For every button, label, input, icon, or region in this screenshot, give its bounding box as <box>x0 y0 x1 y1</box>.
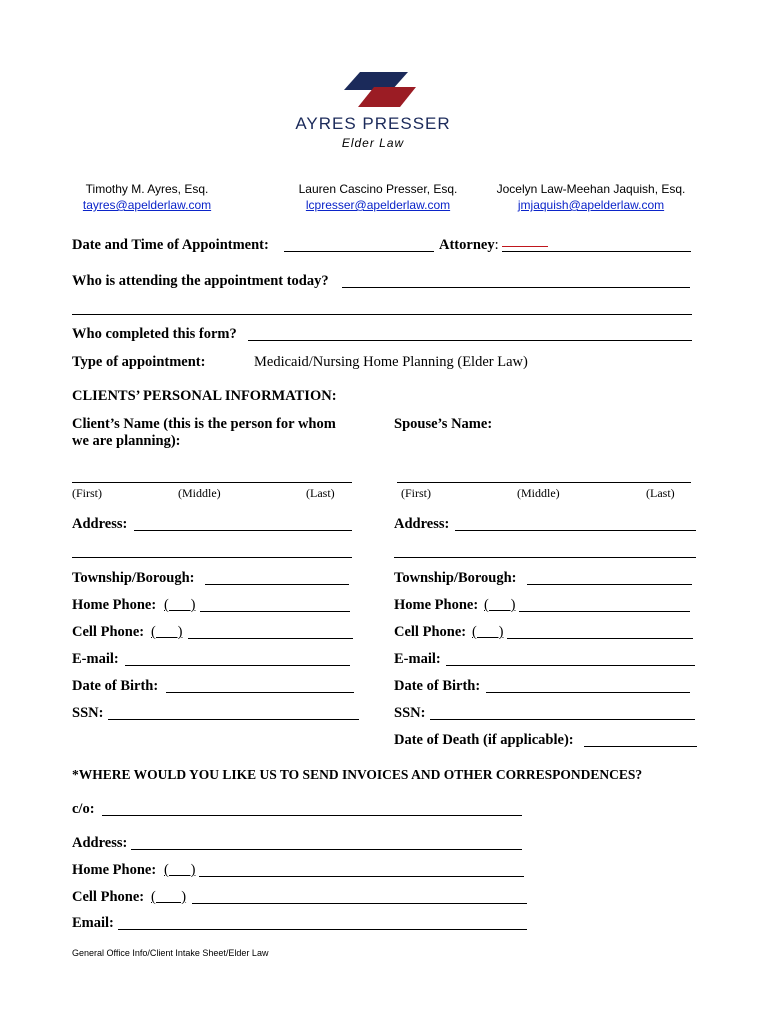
appointment-type-label: Type of appointment: <box>72 354 206 370</box>
footer-text: General Office Info/Client Intake Sheet/Elder Law <box>72 948 269 958</box>
corr-email-label: Email: <box>72 915 114 931</box>
client-township-line[interactable] <box>205 584 349 585</box>
corr-cell-phone-paren: ( ) <box>151 889 187 905</box>
client-name-label: Client’s Name (this is the person for whom we are planning): <box>72 416 336 449</box>
spouse-home-phone-paren: ( ) <box>484 597 516 613</box>
client-dob-label: Date of Birth: <box>72 678 159 694</box>
attorney-3-email[interactable]: jmjaquish@apelderlaw.com <box>517 198 665 212</box>
spouse-cell-phone-label: Cell Phone: <box>394 624 467 640</box>
spouse-email-line[interactable] <box>446 665 695 666</box>
client-address-line[interactable] <box>134 530 352 531</box>
client-last-caption: (Last) <box>306 486 335 500</box>
attorney-red-mark <box>502 246 548 247</box>
attorney-2-name: Lauren Cascino Presser, Esq. <box>298 182 458 196</box>
corr-address-label: Address: <box>72 835 128 851</box>
attorney-2-email[interactable]: lcpresser@apelderlaw.com <box>305 198 451 212</box>
client-email-label: E-mail: <box>72 651 119 667</box>
firm-name: AYRES PRESSER <box>295 114 451 133</box>
co-line[interactable] <box>102 815 522 816</box>
completed-label: Who completed this form? <box>72 326 237 342</box>
client-ssn-label: SSN: <box>72 705 104 721</box>
date-time-line[interactable] <box>284 251 434 252</box>
client-home-phone-line[interactable] <box>200 611 350 612</box>
corr-home-phone-label: Home Phone: <box>72 862 157 878</box>
date-time-label: Date and Time of Appointment: <box>72 237 269 253</box>
client-name-line[interactable] <box>72 482 352 483</box>
attorney-3 <box>496 182 686 212</box>
spouse-address-line-2[interactable] <box>394 557 696 558</box>
correspondence-title: *WHERE WOULD YOU LIKE US TO SEND INVOICES AND OTHER CORRESPONDENCES? <box>72 767 643 782</box>
logo-mark-icon <box>338 72 418 112</box>
attending-label: Who is attending the appointment today? <box>72 273 329 289</box>
spouse-address-label: Address: <box>394 516 450 532</box>
client-cell-phone-line[interactable] <box>188 638 353 639</box>
attending-line[interactable] <box>342 287 690 288</box>
attorney-3-name: Jocelyn Law-Meehan Jaquish, Esq. <box>496 182 686 196</box>
client-home-phone-paren: ( ) <box>164 597 196 613</box>
spouse-name-label: Spouse’s Name: <box>394 416 493 432</box>
corr-email-line[interactable] <box>118 929 527 930</box>
corr-address-line[interactable] <box>131 849 522 850</box>
spouse-home-phone-label: Home Phone: <box>394 597 479 613</box>
attending-line-2[interactable] <box>72 314 692 315</box>
attorney-2 <box>288 182 468 212</box>
client-ssn-line[interactable] <box>108 719 359 720</box>
completed-line[interactable] <box>248 340 692 341</box>
attorney-label: Attorney: <box>439 237 499 253</box>
spouse-dob-line[interactable] <box>486 692 690 693</box>
corr-cell-phone-label: Cell Phone: <box>72 889 145 905</box>
spouse-middle-caption: (Middle) <box>517 486 560 500</box>
spouse-ssn-label: SSN: <box>394 705 426 721</box>
client-township-label: Township/Borough: <box>72 570 195 586</box>
spouse-cell-phone-paren: ( ) <box>472 624 504 640</box>
spouse-dob-label: Date of Birth: <box>394 678 481 694</box>
client-address-line-2[interactable] <box>72 557 352 558</box>
spouse-address-line[interactable] <box>455 530 696 531</box>
spouse-first-caption: (First) <box>401 486 431 500</box>
client-first-caption: (First) <box>72 486 102 500</box>
client-dob-line[interactable] <box>166 692 354 693</box>
client-email-line[interactable] <box>125 665 350 666</box>
appointment-type-value: Medicaid/Nursing Home Planning (Elder Law) <box>254 354 528 370</box>
firm-logo <box>292 72 454 156</box>
spouse-township-label: Township/Borough: <box>394 570 517 586</box>
spouse-dod-line[interactable] <box>584 746 697 747</box>
client-cell-phone-label: Cell Phone: <box>72 624 145 640</box>
co-label: c/o: <box>72 801 95 817</box>
spouse-home-phone-line[interactable] <box>519 611 690 612</box>
client-home-phone-label: Home Phone: <box>72 597 157 613</box>
corr-home-phone-line[interactable] <box>199 876 524 877</box>
spouse-email-label: E-mail: <box>394 651 441 667</box>
client-cell-phone-paren: ( ) <box>151 624 183 640</box>
corr-cell-phone-line[interactable] <box>192 903 527 904</box>
attorney-1 <box>62 182 232 212</box>
attorney-1-email[interactable]: tayres@apelderlaw.com <box>82 198 212 212</box>
spouse-ssn-line[interactable] <box>430 719 695 720</box>
spouse-last-caption: (Last) <box>646 486 675 500</box>
spouse-name-line[interactable] <box>397 482 691 483</box>
attorney-1-name: Timothy M. Ayres, Esq. <box>85 182 209 196</box>
client-middle-caption: (Middle) <box>178 486 221 500</box>
attorney-line[interactable] <box>502 251 691 252</box>
firm-tagline: Elder Law <box>341 136 405 150</box>
spouse-township-line[interactable] <box>527 584 692 585</box>
client-address-label: Address: <box>72 516 128 532</box>
spouse-dod-label: Date of Death (if applicable): <box>394 732 574 748</box>
clients-section-title: CLIENTS’ PERSONAL INFORMATION: <box>72 388 337 404</box>
corr-home-phone-paren: ( ) <box>164 862 196 878</box>
spouse-cell-phone-line[interactable] <box>507 638 693 639</box>
